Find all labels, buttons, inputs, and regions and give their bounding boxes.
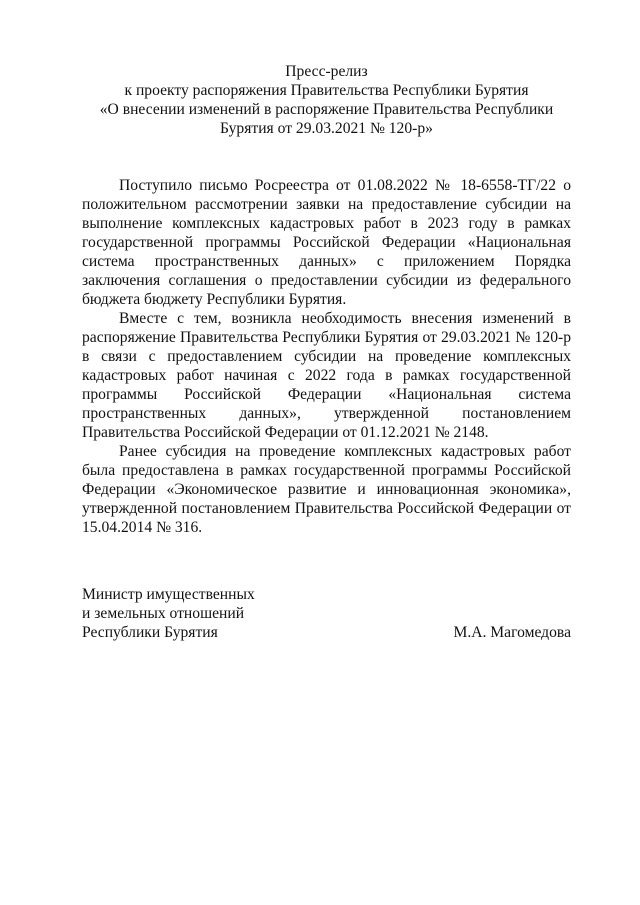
body-paragraph: Поступило письмо Росреестра от 01.08.2022 № 18-6558-ТГ/22 о положительном рассмотрении заявки на предоставление субсидии на выполнение комплексных кадастровых работ в 2023 году в рамках государственной программы Российской Федерации «Национальная система пространственных данных» с приложением Порядка заключения соглашения о предоставлении субсидии из федерального бюджета бюджету Республики Бурятия. [82, 177, 571, 308]
heading-title: Пресс-релиз [285, 63, 368, 80]
heading-subtitle-line: к проекту распоряжения Правительства Республики Бурятия [124, 82, 529, 99]
document-heading [82, 62, 571, 138]
document-body [82, 176, 571, 537]
body-paragraph: Ранее субсидия на проведение комплексных кадастровых работ была предоставлена в рамках государственной программы Российской Федерации «Экономическое развитие и инновационная экономика», утвержденной постановлением Правительства Российской Федерации от 15.04.2014 № 316. [82, 443, 571, 536]
signatory-position: Республики Бурятия [82, 624, 218, 641]
signatory-name: М.А. Магомедова [453, 624, 571, 641]
body-paragraph: Вместе с тем, возникла необходимость внесения изменений в распоряжение Правительства Республики Бурятия от 29.03.2021 № 120-р в связи с предоставлением субсидии на проведение комплексных кадастровых работ начиная с 2022 года в рамках государственной программы Российской Федерации «Национальная система пространственных данных», утвержденной постановлением Правительства Российской Федерации от 01.12.2021 № 2148. [82, 310, 571, 441]
signature-block [82, 585, 571, 642]
heading-subtitle-line: Бурятия от 29.03.2021 № 120-р» [220, 120, 433, 137]
signatory-position: и земельных отношений [82, 605, 245, 622]
heading-subtitle-line: «О внесении изменений в распоряжение Правительства Республики [99, 101, 554, 118]
signatory-position: Министр имущественных [82, 586, 255, 603]
